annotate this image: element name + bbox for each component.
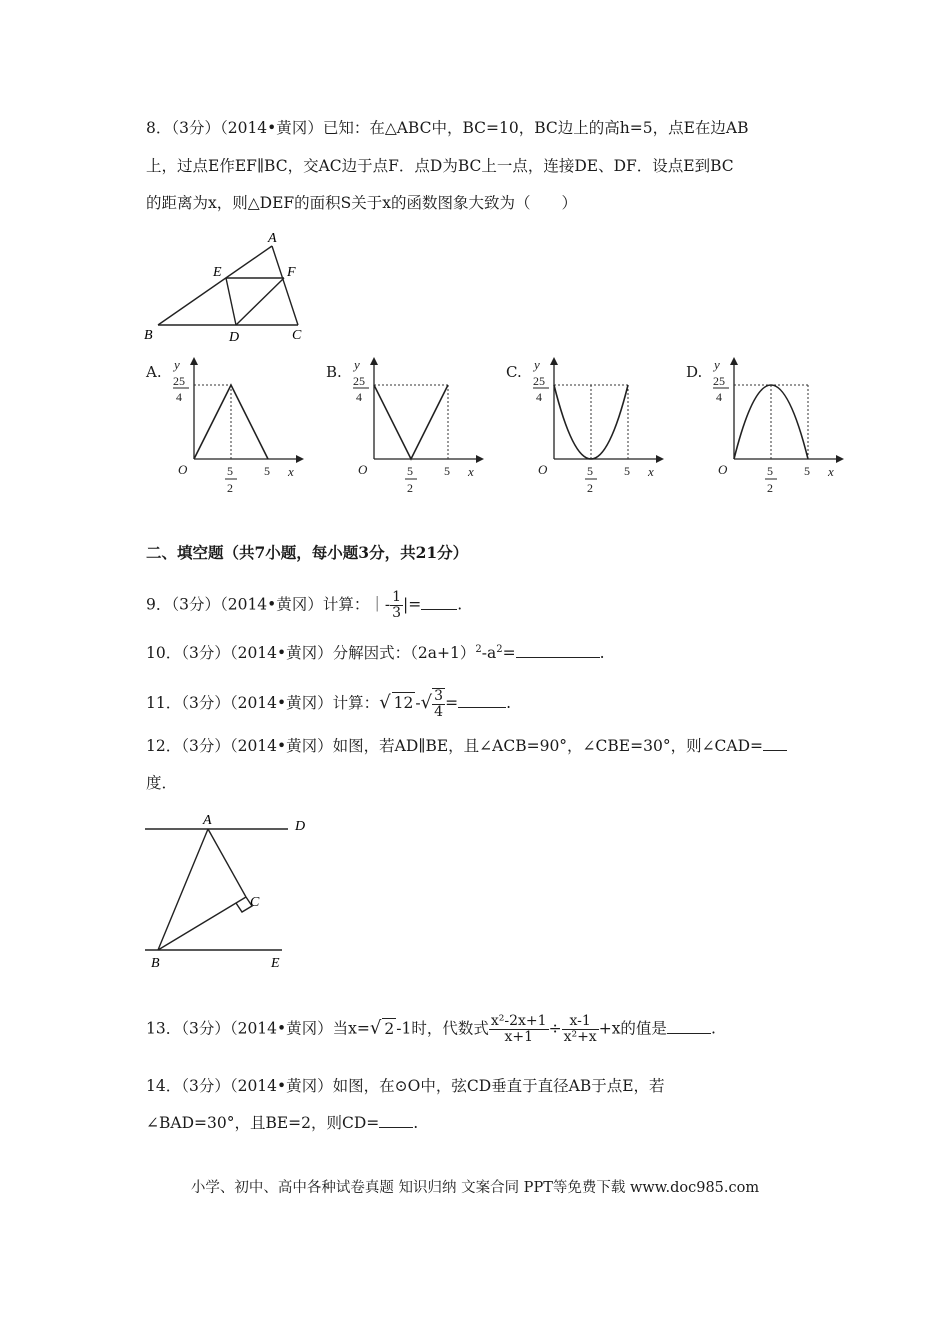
q9 <box>146 590 462 621</box>
q13-fraction2 <box>562 1014 599 1045</box>
label-C: C <box>292 328 302 343</box>
q13-suffix: +x的值是 <box>598 1019 667 1038</box>
y-tick-den: 4 <box>356 390 362 404</box>
x-arrow-icon <box>836 455 844 463</box>
x-axis-label: x <box>828 464 834 479</box>
origin-label: O <box>538 462 548 477</box>
q13-f1den: x+1 <box>504 1029 533 1045</box>
q10-sup2: 2 <box>496 644 503 655</box>
option-b-graph <box>350 355 490 500</box>
q10-answer-blank[interactable] <box>516 643 600 658</box>
y-tick-den: 4 <box>176 390 182 404</box>
q12-label-C: C <box>250 895 260 910</box>
q9-end: . <box>457 595 463 614</box>
q13-end: . <box>710 1019 716 1038</box>
q11-num: 3 <box>434 688 444 704</box>
sqrt-icon: √ <box>369 1017 382 1039</box>
x-tick-num: 5 <box>767 464 773 478</box>
q10-end: . <box>599 644 605 663</box>
q12-line2: 度． <box>146 774 178 792</box>
q10-prefix: 10．（3分）（2014•黄冈）分解因式：（2a+1） <box>146 644 476 663</box>
q13-f2den: x²+x <box>563 1029 597 1045</box>
q9-answer-blank[interactable] <box>421 595 457 610</box>
q10-sup: 2 <box>475 644 482 655</box>
option-d-label: D. <box>686 363 703 381</box>
x-tick-end: 5 <box>804 464 810 478</box>
q12-label-D: D <box>295 819 306 834</box>
y-axis-label: y <box>174 357 180 372</box>
y-axis-label: y <box>714 357 720 372</box>
q11-answer-blank[interactable] <box>458 693 506 708</box>
sqrt-icon: √ <box>420 692 433 713</box>
q8-line3: 的距离为x，则△DEF的面积S关于x的函数图象大致为（ ） <box>146 194 578 212</box>
q13-answer-blank[interactable] <box>667 1019 711 1034</box>
q9-prefix: 9．（3分）（2014•黄冈）计算：｜- <box>146 595 391 614</box>
option-a-graph <box>170 355 310 500</box>
q11-end: . <box>506 694 511 712</box>
q12-text: 12．（3分）（2014•黄冈）如图，若AD∥BE，且∠ACB=90°，∠CBE=30°，则∠CAD= <box>146 737 764 755</box>
q13 <box>146 1014 716 1045</box>
q14-answer-blank[interactable] <box>379 1113 413 1128</box>
x-axis-label: x <box>648 464 654 479</box>
q14-text: ∠BAD=30°，且BE=2，则CD= <box>146 1114 380 1132</box>
q10-mid: -a <box>481 644 497 663</box>
origin-label: O <box>358 462 368 477</box>
option-b-label: B. <box>326 363 342 381</box>
x-tick-end: 5 <box>264 464 270 478</box>
q9-suffix: |= <box>402 595 422 614</box>
q8-line2: 上，过点E作EF∥BC，交AC边于点F．点D为BC上一点，连接DE、DF．设点E到BC <box>146 157 734 175</box>
option-a-label: A. <box>146 363 162 381</box>
sqrt-icon: √ <box>379 692 391 713</box>
y-tick-den: 4 <box>536 390 542 404</box>
footer-text: 小学、初中、高中各种试卷真题 知识归纳 文案合同 PPT等免费下载 www.doc985.com <box>190 1180 760 1196</box>
q12-label-A: A <box>203 813 212 828</box>
q11-rad1: 12 <box>393 694 414 712</box>
x-tick-den: 2 <box>587 481 593 495</box>
x-tick-end: 5 <box>624 464 630 478</box>
q9-fraction <box>390 590 403 621</box>
q9-den: 3 <box>392 605 401 621</box>
option-c-graph <box>530 355 670 500</box>
y-axis-label: y <box>354 357 360 372</box>
q13-f2num: x-1 <box>562 1014 599 1030</box>
label-E: E <box>213 265 222 280</box>
label-B: B <box>144 328 153 343</box>
x-tick-den: 2 <box>407 481 413 495</box>
x-axis-label: x <box>468 464 474 479</box>
x-arrow-icon <box>476 455 484 463</box>
y-arrow-icon <box>730 357 738 365</box>
q11-fraction <box>432 688 445 720</box>
q11-den: 4 <box>434 704 444 720</box>
y-tick-den: 4 <box>716 390 722 404</box>
origin-label: O <box>718 462 728 477</box>
x-arrow-icon <box>656 455 664 463</box>
label-A: A <box>268 231 277 246</box>
q10 <box>146 640 605 663</box>
q12-label-B: B <box>151 956 160 971</box>
q12-figure <box>140 808 320 973</box>
graph-curve <box>374 385 448 459</box>
q12-line1 <box>146 736 787 756</box>
option-d-graph <box>710 355 850 500</box>
q8-triangle-figure <box>140 228 320 348</box>
x-tick-num: 5 <box>587 464 593 478</box>
x-axis-label: x <box>288 464 294 479</box>
q11-prefix: 11．（3分）（2014•黄冈）计算： <box>146 694 380 712</box>
y-arrow-icon <box>190 357 198 365</box>
y-tick-num: 25 <box>713 374 725 388</box>
q14-end: . <box>413 1114 419 1132</box>
y-axis-label: y <box>534 357 540 372</box>
q13-div: ÷ <box>548 1019 562 1038</box>
q13-fraction1 <box>489 1014 549 1045</box>
x-tick-den: 2 <box>767 481 773 495</box>
label-D: D <box>229 330 240 345</box>
section-title: 二、填空题（共7小题，每小题3分，共21分） <box>146 543 469 562</box>
q13-mid: -1时，代数式 <box>396 1019 489 1038</box>
y-arrow-icon <box>550 357 558 365</box>
q8-line1: 8．（3分）（2014•黄冈）已知：在△ABC中，BC=10，BC边上的高h=5，点E在边AB <box>146 119 749 137</box>
y-tick-num: 25 <box>353 374 365 388</box>
q12-answer-blank[interactable] <box>763 736 787 751</box>
x-tick-num: 5 <box>407 464 413 478</box>
q11-suffix: = <box>445 694 459 712</box>
origin-label: O <box>178 462 188 477</box>
q13-rad: 2 <box>384 1019 395 1038</box>
q13-f1num: x²-2x+1 <box>490 1013 547 1029</box>
label-F: F <box>287 265 296 280</box>
y-tick-num: 25 <box>533 374 545 388</box>
y-arrow-icon <box>370 357 378 365</box>
x-tick-end: 5 <box>444 464 450 478</box>
q9-num: 1 <box>392 589 401 605</box>
q12-label-E: E <box>271 956 280 971</box>
x-tick-den: 2 <box>227 481 233 495</box>
q11-minus: - <box>415 694 421 712</box>
q10-suffix: = <box>502 644 516 663</box>
x-tick-num: 5 <box>227 464 233 478</box>
q11 <box>146 688 511 720</box>
q13-prefix: 13．（3分）（2014•黄冈）当x= <box>146 1019 370 1038</box>
option-c-label: C. <box>506 363 522 381</box>
x-arrow-icon <box>296 455 304 463</box>
q14-line2 <box>146 1113 418 1133</box>
y-tick-num: 25 <box>173 374 185 388</box>
q14-line1: 14．（3分）（2014•黄冈）如图，在⊙O中，弦CD垂直于直径AB于点E，若 <box>146 1077 665 1095</box>
